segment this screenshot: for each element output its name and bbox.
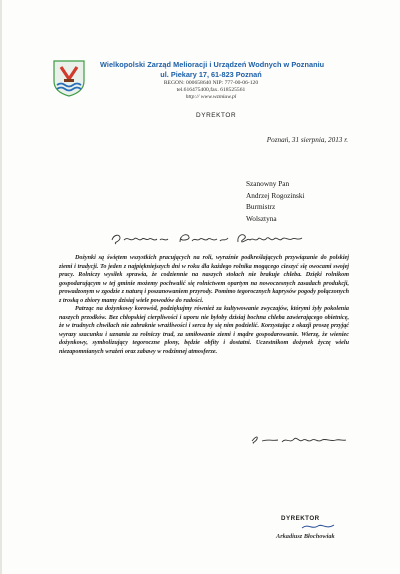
recipient-line: Wolsztyna: [246, 213, 277, 223]
recipient-line: Burmistrz: [246, 202, 276, 211]
recipient-line: Szanowny Pan: [246, 179, 290, 188]
dateline: Poznań, 31 sierpnia, 2013 r.: [266, 136, 348, 144]
recipient-block: [246, 178, 305, 224]
handwritten-salutation: [110, 230, 310, 246]
logo-icon: [52, 59, 86, 97]
signer-initial-mark: [300, 520, 336, 532]
body-paragraph: Patrząc na dożynkowy korowód, podziękujmy również za kultywowanie zwyczajów, którymi żyły pokolenia naszych przodków. Bez chłopskiej cierpliwości i uporu nie byłoby dzisiaj bochna chleba zawierającego obietnicę, że w trudnych chwilach nie zabraknie wrażliwości i serca by się nim podzielić. Korzystając z okazji proszę przyjąć wyrazy szacunku i uznania za rolniczy trud, za umiłowanie ziemi i mądre gospodarowanie. Wierzę, że wieniec dożynkowy, symbolizujący tegoroczne plony, będzie obfity i dostatni. Uczestnikom dożynek życzę wielu niezapomnianych wrażeń oraz zabawy w rodzinnej atmosferze.: [59, 306, 349, 356]
body-paragraph: Dożynki są świętem wszystkich pracujących na roli, wyraźnie podkreślających przywiązanie do polskiej ziemi i tradycji. To jeden z najpiękniejszych dni w roku dla każdego rolnika mogącego cieszyć się owocami swojej pracy. Rolniczy wysiłek sprawia, że codziennie na naszych stołach nie brakuje chleba. Dzięki rolnikom gospodarującym w tej gminie możemy pochwalić się rolnictwem opartym na nowoczesnych zasadach produkcji, prowadzonym w zgodzie z naturą i poszanowaniem przyrody. Pomimo tegorocznych kaprysów pogody połączonych z troską o zbiory mamy dzisiaj wiele powodów do radości.: [59, 255, 349, 304]
regon-nip: REGON: 000658640 NIP: 777-00-06-120: [163, 80, 259, 86]
institution-address: ul. Piekary 17, 61-823 Poznań: [160, 70, 262, 79]
signer-name: Arkadiusz Błochowiak: [276, 533, 335, 540]
institution-name: Wielkopolski Zarząd Melioracji i Urządzeń Wodnych w Poznaniu: [100, 60, 325, 69]
signature-role: DYREKTOR: [281, 515, 320, 522]
website: http:// www.wzmiuw.pl: [185, 94, 237, 100]
page-edge-shadow: [0, 0, 2, 574]
handwritten-signature: [248, 432, 348, 446]
tel-fax: tel.616475400,fax. 618525561: [176, 87, 246, 93]
recipient-line: Andrzej Rogozinski: [246, 190, 305, 200]
header-role: DYREKTOR: [196, 112, 237, 119]
letter-body: [59, 254, 349, 357]
